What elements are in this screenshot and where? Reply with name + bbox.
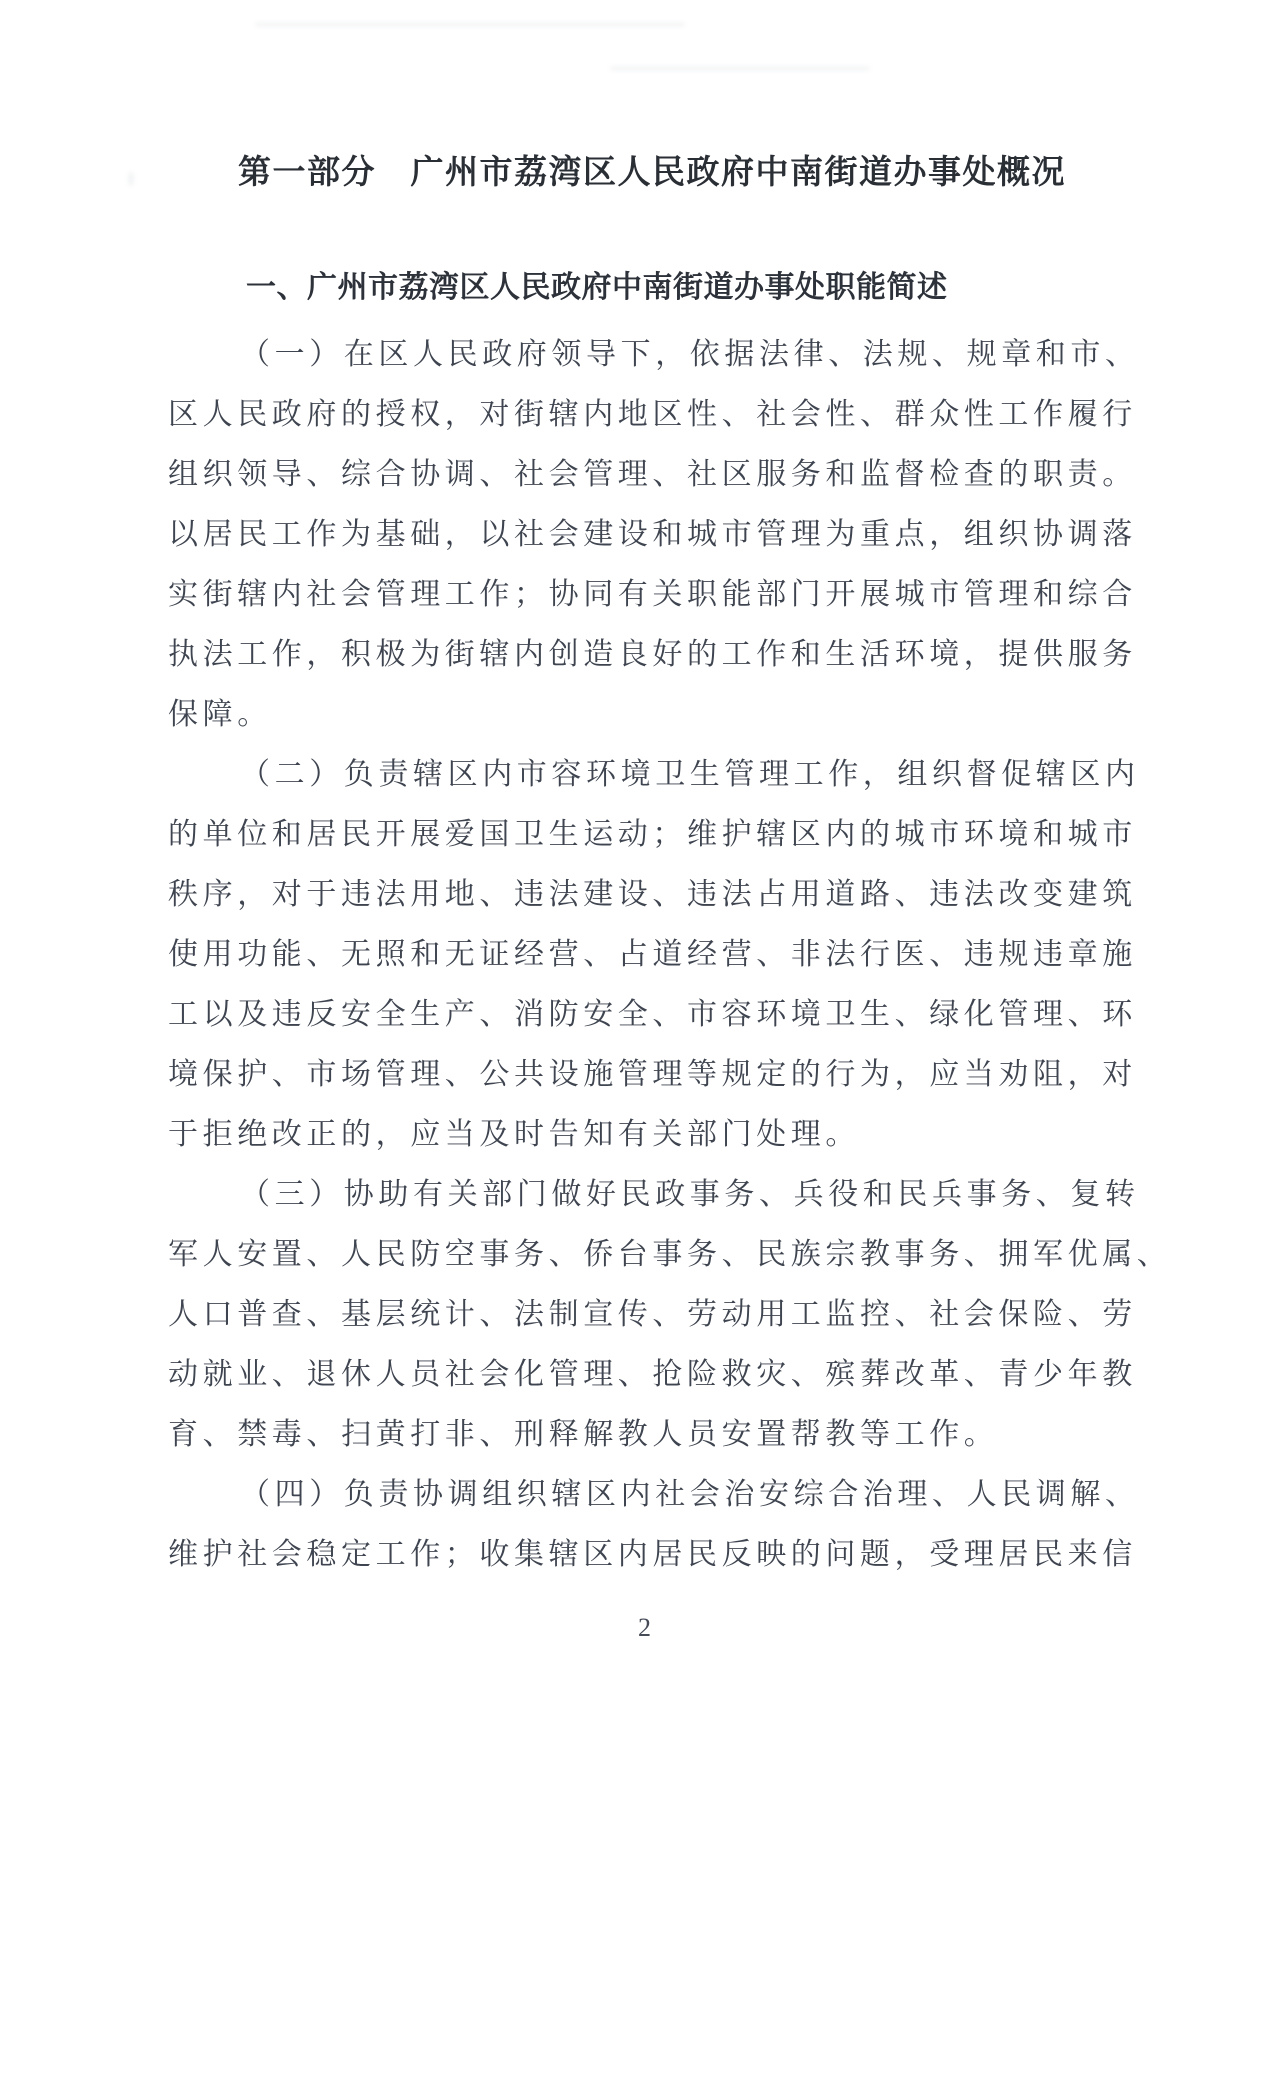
text-line: 秩序，对于违法用地、违法建设、违法占用道路、违法改变建筑 — [168, 878, 1137, 911]
document-body — [168, 325, 1178, 1585]
text-line: 军人安置、人民防空事务、侨台事务、民族宗教事务、拥军优属、 — [168, 1238, 1172, 1271]
text-line: 的单位和居民开展爱国卫生运动；维护辖区内的城市环境和城市 — [168, 818, 1137, 851]
text-line: 组织领导、综合协调、社会管理、社区服务和监督检查的职责。 — [168, 458, 1137, 491]
text-line: 人口普查、基层统计、法制宣传、劳动用工监控、社会保险、劳 — [168, 1298, 1137, 1331]
text-line: 执法工作，积极为街辖内创造良好的工作和生活环境，提供服务 — [168, 638, 1137, 671]
text-line: 保障。 — [168, 698, 272, 731]
page-number: 2 — [638, 1613, 651, 1642]
text-line: 于拒绝改正的，应当及时告知有关部门处理。 — [168, 1118, 860, 1151]
text-line: 区人民政府的授权，对街辖内地区性、社会性、群众性工作履行 — [168, 398, 1137, 431]
text-line: （一）在区人民政府领导下，依据法律、法规、规章和市、 — [240, 338, 1140, 371]
scan-artifact — [128, 172, 134, 186]
text-line: 动就业、退休人员社会化管理、抢险救灾、殡葬改革、青少年教 — [168, 1358, 1137, 1391]
text-line: （三）协助有关部门做好民政事务、兵役和民兵事务、复转 — [240, 1178, 1140, 1211]
scan-artifact — [255, 22, 685, 27]
scan-artifact — [610, 66, 870, 71]
text-line: 使用功能、无照和无证经营、占道经营、非法行医、违规违章施 — [168, 938, 1137, 971]
document-title: 第一部分 广州市荔湾区人民政府中南街道办事处概况 — [238, 153, 1066, 190]
text-line: 以居民工作为基础，以社会建设和城市管理为重点，组织协调落 — [168, 518, 1137, 551]
section-heading: 一、广州市荔湾区人民政府中南街道办事处职能简述 — [246, 271, 948, 304]
text-line: 实街辖内社会管理工作；协同有关职能部门开展城市管理和综合 — [168, 578, 1137, 611]
text-line: （四）负责协调组织辖区内社会治安综合治理、人民调解、 — [240, 1478, 1140, 1511]
text-line: 境保护、市场管理、公共设施管理等规定的行为，应当劝阻，对 — [168, 1058, 1137, 1091]
text-line: 育、禁毒、扫黄打非、刑释解教人员安置帮教等工作。 — [168, 1418, 999, 1451]
text-line: （二）负责辖区内市容环境卫生管理工作，组织督促辖区内 — [240, 758, 1140, 791]
text-line: 维护社会稳定工作；收集辖区内居民反映的问题，受理居民来信 — [168, 1538, 1137, 1571]
text-line: 工以及违反安全生产、消防安全、市容环境卫生、绿化管理、环 — [168, 998, 1137, 1031]
